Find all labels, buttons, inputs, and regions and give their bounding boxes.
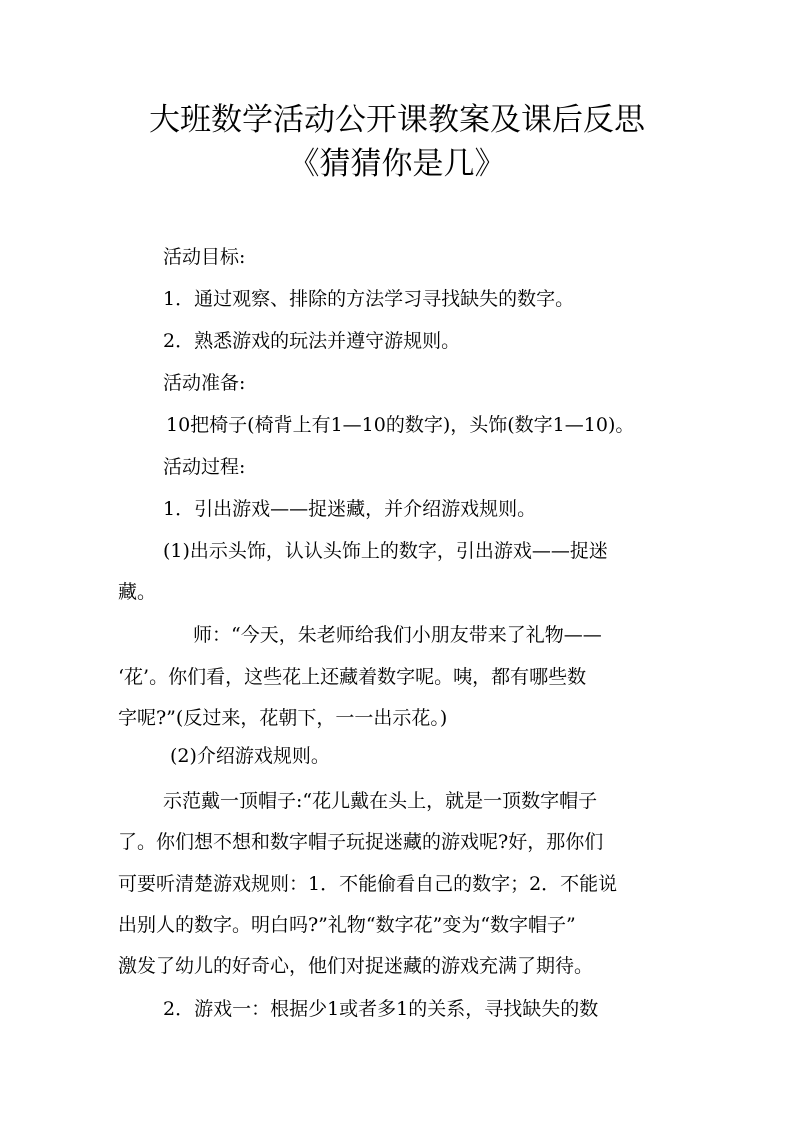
document-subtitle: 《猜猜你是几》 [288,146,506,182]
paragraph-line: 可要听清楚游戏规则：1．不能偷看自己的数字；2．不能说 [118,873,618,895]
paragraph-line: ‘花’。你们看，这些花上还藏着数字呢。咦，都有哪些数 [118,666,587,688]
process-step: 2．游戏一：根据少1或者多1的关系，寻找缺失的数 [163,998,599,1020]
paragraph-line: (1)出示头饰，认认头饰上的数字，引出游戏——捉迷 [163,540,608,562]
paragraph-line: 藏。 [118,581,157,603]
paragraph-line: 出别人的数字。明白吗?”礼物“数字花”变为“数字帽子” [118,914,576,936]
document-title: 大班数学活动公开课教案及课后反思 [149,102,645,138]
paragraph-line: 了。你们想不想和数字帽子玩捉迷藏的游戏呢?好，那你们 [118,831,604,853]
paragraph-line: 示范戴一顶帽子:“花儿戴在头上，就是一顶数字帽子 [163,790,598,812]
process-step: 1．引出游戏——捉迷藏，并介绍游戏规则。 [163,498,537,520]
section-heading-process: 活动过程: [163,456,246,478]
paragraph-line: 激发了幼儿的好奇心，他们对捉迷藏的游戏充满了期待。 [118,955,594,977]
goal-item: 2．熟悉游戏的玩法并遵守游规则。 [163,330,461,352]
section-heading-goals: 活动目标: [163,246,246,268]
paragraph-line: 字呢?”(反过来，花朝下，一一出示花。) [118,707,448,729]
paragraph-line: 师：“今天，朱老师给我们小朋友带来了礼物—— [193,624,602,646]
goal-item: 1．通过观察、排除的方法学习寻找缺失的数字。 [163,288,575,310]
section-heading-preparation: 活动准备: [163,372,246,394]
preparation-text: 10把椅子(椅背上有1—10的数字)，头饰(数字1—10)。 [166,414,635,436]
paragraph-line: (2)介绍游戏规则。 [170,745,330,767]
